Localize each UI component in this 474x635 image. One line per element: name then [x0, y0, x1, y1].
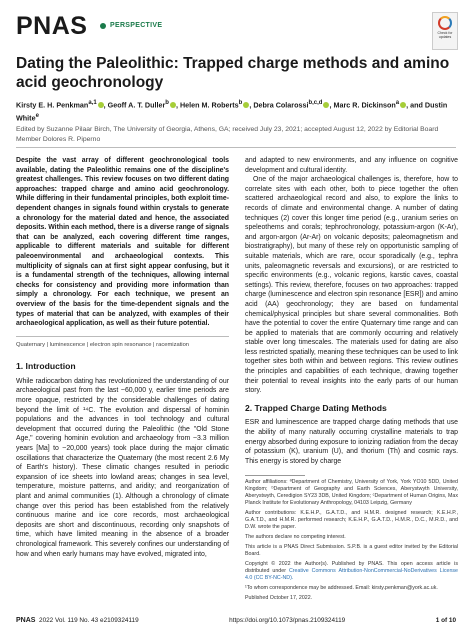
- keywords: Quaternary | luminescence | electron spin resonance | racemization: [16, 336, 229, 351]
- journal-header: [16, 12, 458, 48]
- author-list: [16, 98, 456, 124]
- affiliation-sup: b: [238, 100, 243, 106]
- affiliation-sup: b: [165, 100, 169, 106]
- submission-note: This article is a PNAS Direct Submission. S.P.B. is a guest editor invited by the Editorial Board.: [245, 544, 458, 557]
- license-link[interactable]: Creative Commons Attribution-NonCommercial-NoDerivatives License 4.0 (CC BY-NC-ND).: [245, 568, 458, 581]
- published-date: Published October 17, 2022.: [245, 595, 313, 601]
- abstract: Despite the vast array of different geochronological tools available, dating the Paleolithic remains one of the discipline's greatest challenges. This review focuses on two different dating approaches: trapped charge and amino acid geochronology. While differing in their fundamental principles, both exploit time-dependent changes in signals found within crystals to generate a chronology for the material dated and hence, the associated deposits. Within each method, there is a diverse range of signals that can be analyzed, each covering different time ranges, applicable to different materials and suitable for different paleoenvironmental and archaeological contexts. This multiplicity of signals can at first sight appear confusing, but it is a fundamental strength of the techniques, allowing internal checks for consistency and providing more information than simply a chronology. For each technique, we present an overview of the basis for the time-dependent signals and the types of material that can be analyzed, with examples of their archaeological application, as well as their future potential.: [16, 157, 229, 328]
- section-label-text: PERSPECTIVE: [110, 22, 163, 29]
- check-updates-label: Check for updates: [437, 31, 453, 39]
- footnotes: [245, 475, 458, 605]
- page-footer: [16, 617, 456, 624]
- footer-issue: 2022 Vol. 119 No. 43 e2109324119: [39, 617, 139, 624]
- footer-brand: PNAS: [16, 617, 36, 624]
- body-paragraph: One of the major archaeological challenges is, therefore, how to correlate sites with each other, both to piece together the often scattered archaeological record and also, to explore the links to records of climate and environmental change. A number of dating techniques (2) cover this longer time period (e.g., uranium series on speleothems and corals; tephrochronology, potassium-argon (K-Ar), and argon-argon (Ar-Ar) on volcanic deposits; paleomagnetism and biostratigraphy), but many of these rely on opportunistic sampling of suitable materials, which are rare, occur sporadically (e.g., tephra units, paleomagnetic reversals and excursions), or are restricted to specific environments (e.g., volcanic regions, karstic caves, coastal settings). This review, therefore, focuses on two approaches: trapped charge (luminescence and electron spin resonance [ESR]) and amino acid (AA) geochronology; they are based on fundamental chemical/physical principles but share several commonalities. Both have the potential to cover the entire Quaternary time range and can be applied to materials that are commonly occurring and relatively stable over long timescales. The materials used for dating are also less restricted spatially, meaning these techniques can be used to link together sites both within and between regions. This review outlines the principles and capabilities of each technique, drawing together their potential to reveal insights into the early parts of our human story.: [245, 176, 458, 395]
- author-name[interactable]: , and Dustin White: [16, 100, 448, 123]
- affiliation-sup: a: [395, 100, 400, 106]
- section-dot-icon: [100, 23, 106, 29]
- author-affiliations: Author affiliations: ªDepartment of Chemistry, University of York, York YO10 5DD, United Kingdom; ᵇDepartment of Geography and Earth Sciences, Aberystwyth University, Aberystwyth, Ceredigion SY23 3DB, United Kingdom; ᶜDepartment of Human Origins, Max Planck Institute for Evolutionary Anthropology, 04103 Leipzig, Germany: [245, 479, 458, 506]
- trapped-charge-paragraph: ESR and luminescence are trapped charge dating methods that use the ability of many naturally occurring crystalline materials to trap energy absorbed during exposure to ionizing radiation from the decay of potassium (K), uranium (U), and thorium (Th) and cosmic rays. This energy is stored by charge: [245, 419, 458, 465]
- left-column: [16, 156, 229, 559]
- author-name[interactable]: , Debra Colarossi: [249, 100, 309, 110]
- editor-info: Edited by Suzanne Pilaar Birch, The University of Georgia, Athens, GA; received July 23, 2021; accepted August 12, 2022 by Editorial Board Member Dolores R. Piperno: [16, 126, 439, 143]
- section-heading-introduction: 1. Introduction: [16, 361, 76, 372]
- correspondence-note: ¹To whom correspondence may be addressed. Email: kirsty.penkman@york.ac.uk.: [245, 585, 438, 591]
- affiliation-sup: b,c,d: [308, 100, 323, 106]
- footnote-divider: [245, 475, 305, 476]
- footer-info: [16, 617, 139, 624]
- pnas-logo[interactable]: PNAS: [16, 12, 88, 40]
- page-number: 1 of 10: [435, 617, 456, 624]
- check-for-updates-badge[interactable]: [432, 12, 458, 50]
- author-contributions: Author contributions: K.E.H.P., G.A.T.D., and H.M.R. designed research; K.E.H.P., G.A.T.D., and H.M.R. performed research; K.E.H.P., G.A.T.D., H.M.R., D.C., M.R.D., and D.W. wrote the paper.: [245, 510, 458, 530]
- right-column: [245, 156, 458, 466]
- author-name[interactable]: , Marc R. Dickinson: [329, 100, 396, 110]
- copyright-note: [245, 561, 458, 582]
- author-name[interactable]: Kirsty E. H. Penkman: [16, 100, 89, 110]
- affiliation-sup: a,1: [88, 100, 97, 106]
- author-name[interactable]: , Geoff A. T. Duller: [103, 100, 166, 110]
- competing-interest: The authors declare no competing interest.: [245, 534, 346, 540]
- body-paragraph: and adapted to new environments, and any influence on cognitive development and cultural identity.: [245, 157, 458, 174]
- header-divider: [16, 147, 456, 148]
- copyright-text: Copyright © 2022 the Author(s). Published by PNAS. This open access article is distributed under: [245, 561, 458, 574]
- author-name[interactable]: , Helen M. Roberts: [175, 100, 239, 110]
- article-title: Dating the Paleolithic: Trapped charge methods and amino acid geochronology: [16, 55, 450, 91]
- crossmark-icon: [438, 16, 452, 30]
- section-heading-trapped-charge: 2. Trapped Charge Dating Methods: [245, 402, 387, 413]
- introduction-paragraph: While radiocarbon dating has revolutionized the understanding of our archaeological past from the last ~60,000 y, earlier time periods are more opaque, restricted by the considerable challenges of dating beyond the limit of ¹⁴C. The evolution and dispersal of hominin populations and the advances in tool technology and cultural development that occurred during the Paleolithic (the "Old Stone Age," covering hominin evolution and archaeology from ~3.3 million years [Ma] to ~20,000 years) took place during the major climatic oscillations that characterize the Quaternary (the most recent 2.6 My of Earth's history). These climatic changes resulted in periodic expansion of ice sheets into lowland areas; changes in sea level, temperature, moisture patterns, and aridity; and reorganization of plant and animal communities (1). Although a chronology of climate change over this period has been established from the relatively continuous marine and ice core records, most archaeological deposits are short and discontinuous, recording only snapshots of time, which have limited meaning in the absence of a broader chronological framework. This severely confines our understanding of how and when early humans may have evolved, migrated into,: [16, 377, 229, 558]
- doi-link[interactable]: https://doi.org/10.1073/pnas.2109324119: [229, 617, 346, 624]
- affiliation-sup: e: [35, 112, 39, 119]
- section-label: [100, 22, 162, 29]
